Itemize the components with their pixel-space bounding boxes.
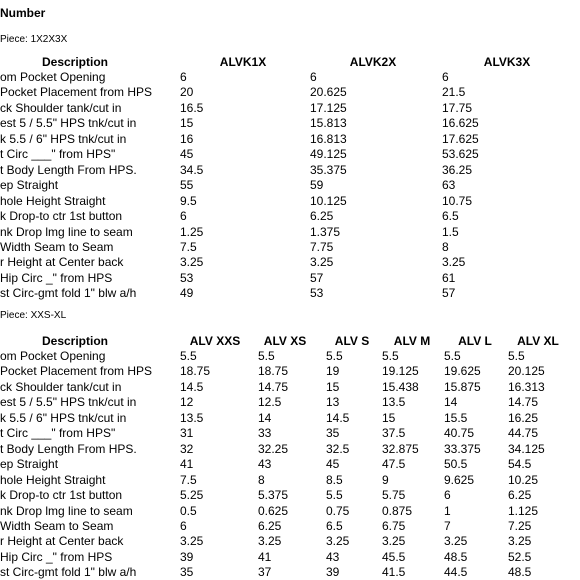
table2-cell: 13.5 [180,410,204,425]
table1-row-label: k 5.5 / 6" HPS tnk/cut in [0,131,127,146]
table2-row-label: Pocket Placement from HPS [0,364,153,379]
table2-cell: 15.438 [382,379,419,394]
table1-cell: 16 [180,131,194,146]
table2-row-label: est 5 / 5.5" HPS tnk/cut in [0,395,137,410]
table1-cell: 16.625 [442,116,479,131]
table2-cell: 12 [180,395,194,410]
table2-cell: 0.75 [326,503,350,518]
table2-cell: 16.25 [508,410,539,425]
table2-row-label: t Body Length From HPS. [0,441,137,456]
table2-cell: 41 [180,457,194,472]
table2-cell: 5.5 [326,488,343,503]
table1-cell: 15 [180,116,194,131]
table2-cell: 19 [326,364,340,379]
table1-cell: 10.75 [442,193,473,208]
table1-cell: 21.5 [442,85,466,100]
table2-row-label: r Height at Center back [0,534,124,549]
table2-cell: 3.25 [444,534,468,549]
table1-cell: 36.25 [442,162,473,177]
table2-cell: 48.5 [444,549,468,564]
table2-cell: 10.25 [508,472,539,487]
table1-cell: 20.625 [310,85,347,100]
table2-cell: 7.5 [180,472,197,487]
table2-cell: 14.75 [508,395,539,410]
table1-cell: 10.125 [310,193,347,208]
table2-cell: 16.313 [508,379,545,394]
table1-row-label: est 5 / 5.5" HPS tnk/cut in [0,116,137,131]
table1-cell: 55 [180,178,194,193]
table2-row-label: nk Drop lmg line to seam [0,503,133,518]
table1-cell: 6 [180,70,187,84]
table2-cell: 18.75 [258,364,289,379]
table2-header-col-6: ALV XL [517,334,559,348]
table1-cell: 8 [442,239,449,254]
table2-cell: 9 [382,472,389,487]
table2-cell: 48.5 [508,565,532,580]
table1-cell: 63 [442,178,456,193]
table2-header-col-4: ALV M [393,334,431,348]
table2-cell: 7 [444,518,451,533]
table2-row-label: st Circ-gmt fold 1" blw a/h [0,565,137,580]
table1-header-col-2: ALVK2X [349,55,397,69]
table2-cell: 19.125 [382,364,419,379]
table2-cell: 32 [180,441,194,456]
table1-cell: 6 [180,209,187,224]
table2-cell: 5.5 [326,349,343,363]
table2-cell: 37 [258,565,272,580]
table1-cell: 7.75 [310,239,334,254]
table1-row-label: t Body Length From HPS. [0,162,137,177]
table2-cell: 39 [180,549,194,564]
table2-cell: 14 [444,395,458,410]
table1-header-col-1: ALVK1X [219,55,267,69]
table1-row-label: Pocket Placement from HPS [0,85,153,100]
table2-cell: 14.5 [326,410,350,425]
table2-cell: 3.25 [180,534,204,549]
table1-row-label: t Circ ___" from HPS" [0,147,116,162]
table1-cell: 53 [310,286,324,301]
table2-cell: 13.5 [382,395,406,410]
table1-row-label: k Drop-to ctr 1st button [0,209,123,224]
table2-cell: 8.5 [326,472,343,487]
table2-cell: 43 [258,457,272,472]
table2-cell: 41 [258,549,272,564]
table2-row-label: k Drop-to ctr 1st button [0,488,123,503]
table2-header-col-1: ALV XXS [189,334,241,348]
table2-cell: 20.125 [508,364,545,379]
table1-cell: 17.125 [310,100,347,115]
table2-piece-label: Piece: XXS-XL [0,310,67,321]
table2-cell: 44.75 [508,426,539,441]
table1-cell: 7.5 [180,239,197,254]
table2-cell: 5.75 [382,488,406,503]
table2-row-label: hole Height Straight [0,472,106,487]
table2-cell: 1.125 [508,503,539,518]
table2-cell: 44.5 [444,565,468,580]
table2-cell: 6 [180,518,187,533]
table2-row-label: om Pocket Opening [0,349,106,363]
table1-row-label: ep Straight [0,178,59,193]
table2-cell: 14.5 [180,379,204,394]
table1-cell: 53 [180,270,194,285]
table2-cell: 32.5 [326,441,350,456]
table2-cell: 18.75 [180,364,211,379]
table2-cell: 50.5 [444,457,468,472]
table2-cell: 3.25 [258,534,282,549]
table2-cell: 34.125 [508,441,545,456]
table1-row-label: Width Seam to Seam [0,239,114,254]
table1-cell: 3.25 [310,255,334,270]
table2-cell: 47.5 [382,457,406,472]
table1-piece-label: Piece: 1X2X3X [0,34,68,45]
table1-cell: 59 [310,178,324,193]
table2-cell: 15.875 [444,379,481,394]
table1-cell: 61 [442,270,456,285]
table1-row-label: ck Shoulder tank/cut in [0,100,122,115]
table2-cell: 1 [444,503,451,518]
table2-cell: 5.5 [508,349,525,363]
table2-cell: 0.875 [382,503,413,518]
table2-header-col-2: ALV XS [263,334,307,348]
table2-cell: 9.625 [444,472,475,487]
table2-cell: 33 [258,426,272,441]
table1-row-label: hole Height Straight [0,193,106,208]
table2-row-label: Width Seam to Seam [0,518,114,533]
table1-cell: 45 [180,147,194,162]
table2-header-col-5: ALV L [458,334,492,348]
table2-cell: 6.25 [258,518,282,533]
table2-cell: 5.5 [258,349,275,363]
table2-cell: 0.5 [180,503,197,518]
table2-cell: 41.5 [382,565,406,580]
table2-cell: 45 [326,457,340,472]
table2-row-label: t Circ ___" from HPS" [0,426,116,441]
table1-cell: 49.125 [310,147,347,162]
page-title: Number [0,6,46,20]
table1-header-col-3: ALVK3X [483,55,531,69]
table2-header-description: Description [41,334,109,348]
table2-cell: 40.75 [444,426,475,441]
table1-cell: 34.5 [180,162,204,177]
table1-header-description: Description [41,55,109,69]
table2-cell: 6.5 [326,518,343,533]
table2-cell: 5.5 [180,349,197,363]
table1-cell: 17.75 [442,100,473,115]
table2-cell: 43 [326,549,340,564]
table2-row-label: Hip Circ _" from HPS [0,549,113,564]
table2-cell: 32.25 [258,441,289,456]
table2-header-col-3: ALV S [334,334,370,348]
table2-row-label: ep Straight [0,457,59,472]
table1-cell: 20 [180,85,194,100]
table1-cell: 57 [442,286,456,301]
table1-row-label: st Circ-gmt fold 1" blw a/h [0,286,137,301]
table2-row-label: ck Shoulder tank/cut in [0,379,122,394]
table2-cell: 52.5 [508,549,532,564]
table2-cell: 7.25 [508,518,532,533]
table1-cell: 9.5 [180,193,197,208]
table2-cell: 45.5 [382,549,406,564]
table2-cell: 5.25 [180,488,204,503]
table2-cell: 8 [258,472,265,487]
table2-cell: 13 [326,395,340,410]
table1-cell: 1.5 [442,224,459,239]
table2-cell: 15.5 [444,410,468,425]
table2-cell: 0.625 [258,503,289,518]
table2-cell: 6 [444,488,451,503]
table2-cell: 32.875 [382,441,419,456]
table1-cell: 6.5 [442,209,459,224]
table2-cell: 35 [180,565,194,580]
table1-row-label: om Pocket Opening [0,70,106,84]
table2-cell: 5.5 [444,349,461,363]
table2-cell: 14.75 [258,379,289,394]
table2-cell: 6.25 [508,488,532,503]
table1-cell: 3.25 [180,255,204,270]
table1-cell: 6.25 [310,209,334,224]
table2-cell: 37.5 [382,426,406,441]
table2-cell: 5.375 [258,488,289,503]
table2-cell: 54.5 [508,457,532,472]
table2-cell: 19.625 [444,364,481,379]
table2-cell: 3.25 [508,534,532,549]
table1-cell: 53.625 [442,147,479,162]
table1-cell: 1.375 [310,224,341,239]
table2-cell: 33.375 [444,441,481,456]
table2-cell: 15 [326,379,340,394]
table1-cell: 1.25 [180,224,204,239]
table2-cell: 3.25 [382,534,406,549]
table1-cell: 17.625 [442,131,479,146]
table1-cell: 6 [442,70,449,84]
table2-cell: 14 [258,410,272,425]
table1-cell: 16.813 [310,131,347,146]
table2-cell: 12.5 [258,395,282,410]
table1-cell: 57 [310,270,324,285]
table1-row-label: r Height at Center back [0,255,124,270]
table1-cell: 6 [310,70,317,84]
table1-cell: 15.813 [310,116,347,131]
table1-row-label: Hip Circ _" from HPS [0,270,113,285]
table2-cell: 6.75 [382,518,406,533]
table2-cell: 35 [326,426,340,441]
table2-cell: 39 [326,565,340,580]
table1-cell: 35.375 [310,162,347,177]
table1-cell: 3.25 [442,255,466,270]
table2-cell: 15 [382,410,396,425]
table1-cell: 49 [180,286,194,301]
table2-row-label: k 5.5 / 6" HPS tnk/cut in [0,410,127,425]
table1-row-label: nk Drop lmg line to seam [0,224,133,239]
table2-cell: 3.25 [326,534,350,549]
table1-cell: 16.5 [180,100,204,115]
table2-cell: 31 [180,426,194,441]
table2-cell: 5.5 [382,349,399,363]
